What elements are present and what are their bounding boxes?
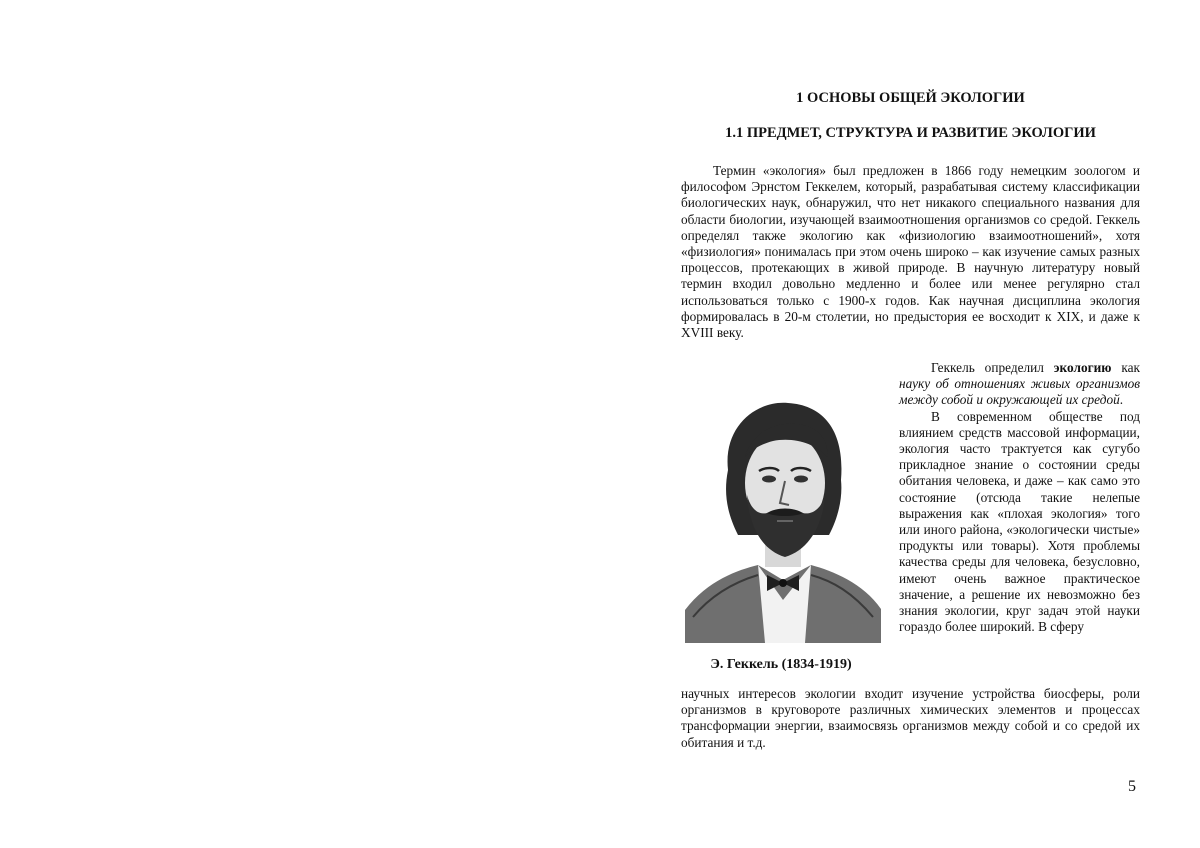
haeckel-portrait: [683, 395, 883, 643]
chapter-title: 1 ОСНОВЫ ОБЩЕЙ ЭКОЛОГИИ: [796, 90, 1025, 106]
definition-end: .: [1119, 392, 1124, 408]
page-number: 5: [1128, 778, 1136, 795]
modern-society-paragraph: В современном обществе под влиянием средств массовой информации, экология часто трактуется как сугубо прикладное знание о состоянии среды обитания человека, и даже – как само это состояние (отсюда такие нелепые выражения как «плохая экология» того или иного района, «экологически чистые» продукты или товары). Хотя проблемы качества среды для человека, безусловно, имеют очень важное практическое значение, а решение их невозможно без знания экологии, круг задач этой науки гораздо более широкий. В сферу: [899, 408, 1140, 635]
section-title: 1.1 ПРЕДМЕТ, СТРУКТУРА И РАЗВИТИЕ ЭКОЛОГИИ: [725, 125, 1096, 141]
definition-paragraph: [899, 360, 1140, 409]
continuation-paragraph: научных интересов экологии входит изучение устройства биосферы, роли организмов в круговороте различных химических элементов и процессах трансформации энергии, взаимосвязь организмов между собой и со средой их обитания и т.д.: [681, 686, 1140, 750]
right-column-text: [899, 360, 1140, 635]
intro-paragraph: Термин «экология» был предложен в 1866 году немецким зоологом и философом Эрнстом Геккелем, который, разрабатывая систему классификации биологических наук, обнаружил, что нет никакого специального названия для области биологии, изучающей взаимоотношения организмов со средой. Геккель определял также экологию как «физиологию взаимоотношений», хотя «физиология» понималась при этом очень широко – как изучение самых разных процессов, протекающих в живой природе. В научную литературу новый термин входил довольно медленно и более или менее регулярно стал использоваться только с 1900-х годов. Как научная дисциплина экология формировалась в 20-м столетии, но предыстория ее восходит к XIX, и даже к XVIII веку.: [681, 163, 1140, 341]
portrait-caption: Э. Геккель (1834-1919): [710, 657, 852, 672]
definition-term: экологию: [1053, 360, 1112, 375]
definition-mid: как: [1111, 360, 1140, 375]
definition-lead: Геккель определил: [931, 360, 1054, 375]
definition-italic: науку об отношениях живых организмов между собой и окружающей их средой: [899, 376, 1140, 408]
